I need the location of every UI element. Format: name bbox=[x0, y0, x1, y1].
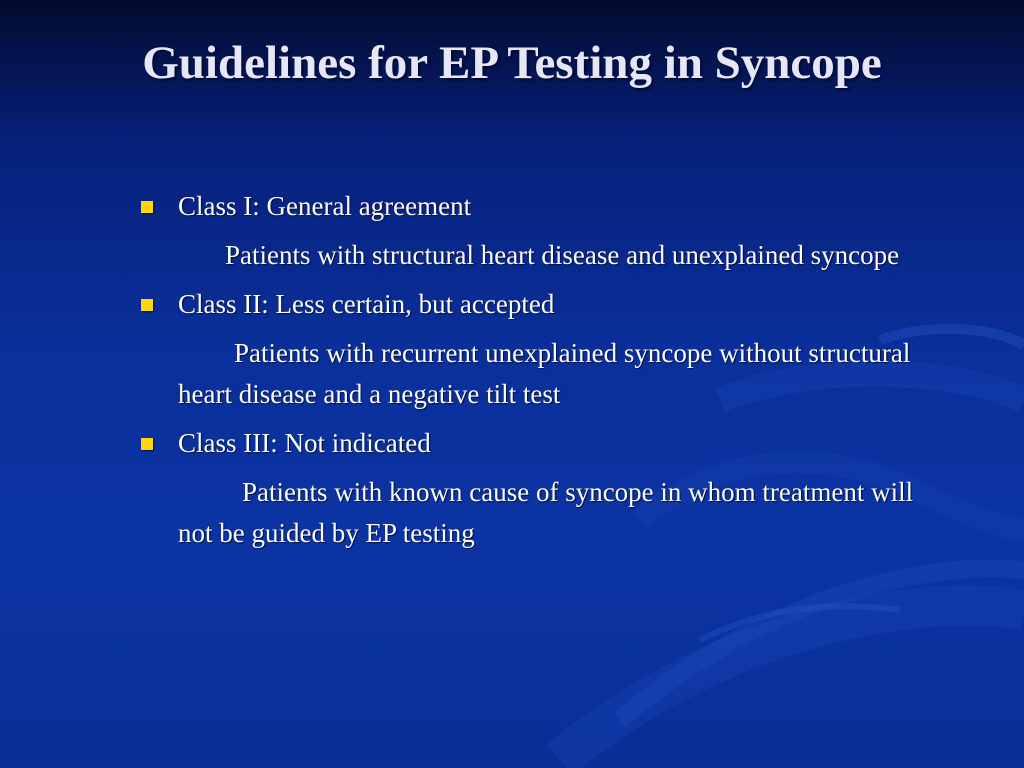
square-bullet-icon bbox=[141, 299, 153, 311]
bullet-detail: Patients with known cause of syncope in whom treatment will not be guided by EP testing bbox=[178, 477, 914, 548]
list-item bbox=[138, 284, 938, 415]
bullet-heading-row bbox=[138, 423, 938, 464]
bullet-heading-row bbox=[138, 284, 938, 325]
square-bullet-icon bbox=[141, 201, 153, 213]
bullet-heading: Class III: Not indicated bbox=[178, 428, 431, 458]
square-bullet-icon bbox=[141, 438, 153, 450]
list-item bbox=[138, 186, 938, 276]
bullet-heading: Class II: Less certain, but accepted bbox=[178, 289, 555, 319]
slide-title: Guidelines for EP Testing in Syncope bbox=[142, 37, 882, 89]
bullet-heading-row bbox=[138, 186, 938, 227]
bullet-detail: Patients with recurrent unexplained syncope without structural heart disease and a negative tilt test bbox=[178, 338, 911, 409]
list-item bbox=[138, 423, 938, 554]
bullet-list bbox=[138, 186, 938, 562]
bullet-detail: Patients with structural heart disease and unexplained syncope bbox=[225, 240, 900, 270]
bullet-heading: Class I: General agreement bbox=[178, 191, 472, 221]
